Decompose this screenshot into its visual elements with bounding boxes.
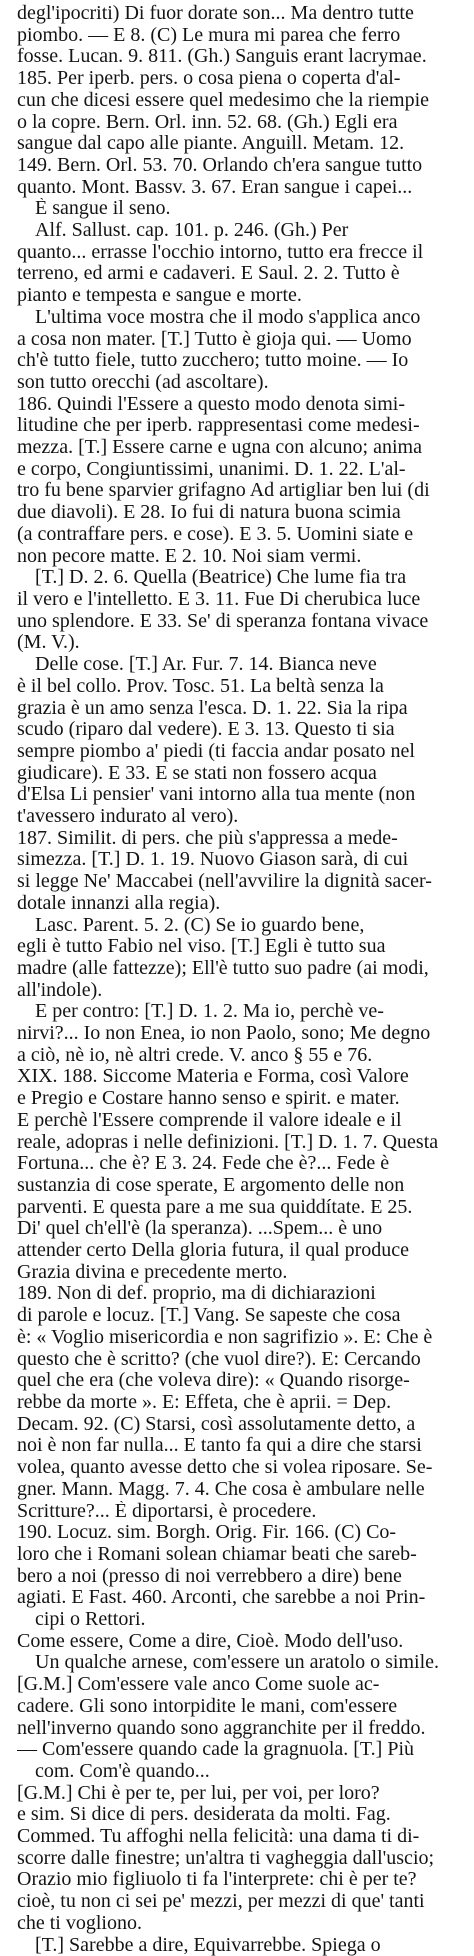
text-line: degl'ipocriti) Di fuor dorate son... Ma dentro tutte [17, 3, 414, 24]
text-line: E per contro: [T.] D. 1. 2. Ma io, perchè ve- [35, 1001, 384, 1023]
text-line: mezza. [T.] Essere carne e ugna con alcuno; anima [17, 437, 422, 459]
text-line: bero a noi (presso di noi verrebbero a dire) bene [17, 1565, 402, 1587]
text-line: Lasc. Parent. 5. 2. (C) Se io guardo bene, [35, 914, 365, 936]
text-line: E perchè l'Essere comprende il valore ideale e il [17, 1109, 402, 1131]
text-line: sangue dal capo alle piante. Anguill. Metam. 12. [17, 133, 405, 155]
text-line: all'indole). [17, 979, 103, 1001]
text-line: pianto e tempesta e sangue e morte. [17, 285, 302, 307]
text-line: uno splendore. E 33. Se' di speranza fontana vivace [17, 610, 429, 632]
text-line: attender certo Della gloria futura, il qual produce [17, 1240, 410, 1262]
text-line: quel che era (che voleva dire): « Quando risorge- [17, 1370, 410, 1392]
text-line: dotale innanzi alla regia). [17, 892, 221, 914]
text-line: a ciò, nè io, nè altri crede. V. anco § 55 e 76. [17, 1044, 373, 1066]
text-line: cioè, tu non ci sei pe' mezzi, per mezzi di que' tanti [17, 1891, 425, 1913]
text-line: Alf. Sallust. cap. 101. p. 246. (Gh.) Per [35, 220, 349, 242]
text-line: litudine che per iperb. rappresentasi come medesi- [17, 415, 420, 437]
text-line: sempre piombo a' piedi (ti faccia andar posato nel [17, 740, 415, 762]
text-line: è il bel collo. Prov. Tosc. 51. La beltà senza la [17, 675, 384, 697]
text-line: simezza. [T.] D. 1. 19. Nuovo Giason sarà, di cui [17, 849, 409, 871]
text-line: quanto. Mont. Bassv. 3. 67. Eran sangue i capei... [17, 176, 413, 198]
text-line: d'Elsa Li pensier' vani intorno alla tua mente (non [17, 784, 416, 806]
text-line: questo che è scritto? (che vuol dire?). E: Cercando [17, 1348, 421, 1370]
text-line: cipi o Rettori. [35, 1609, 146, 1631]
text-line: son tutto orecchi (ad ascoltare). [17, 371, 269, 393]
text-line: giudicare). E 33. E se stati non fossero acqua [17, 762, 377, 784]
text-line: agiati. E Fast. 460. Arconti, che sarebbe a noi Prin- [17, 1587, 426, 1609]
text-line: Grazia divina e precedente merto. [17, 1261, 288, 1283]
text-line: — Com'essere quando cade la gragnuola. [T.] Più [17, 1739, 415, 1761]
text-line: Di' quel ch'ell'è (la speranza). ...Spem... è uno [17, 1218, 383, 1240]
text-line: parventi. E questa pare a me sua quiddítate. E 25. [17, 1196, 413, 1218]
text-line: Commed. Tu affoghi nella felicità: una dama ti di- [17, 1826, 420, 1848]
text-line: egli è tutto Fabio nel viso. [T.] Egli è tutto sua [17, 936, 386, 958]
text-line: che ti vogliono. [17, 1912, 142, 1934]
text-line: t'avessero indurato al vero). [17, 806, 239, 828]
text-line: 186. Quindi l'Essere a questo modo denota simi- [17, 393, 405, 415]
text-line: 190. Locuz. sim. Borgh. Orig. Fir. 166. (C) Co- [17, 1522, 397, 1544]
text-line: (M. V.). [17, 632, 80, 654]
text-line: Fortuna... che è? E 3. 24. Fede che è?... Fede è [17, 1153, 390, 1175]
text-line: due diavoli). E 28. Io fui di natura buona scimia [17, 502, 401, 524]
text-line: grazia è un amo senza l'esca. D. 1. 22. Sia la ripa [17, 697, 408, 719]
text-line: [T.] D. 2. 6. Quella (Beatrice) Che lume fia tra [35, 567, 407, 589]
text-line: e corpo, Congiuntissimi, unanimi. D. 1. 22. L'al- [17, 458, 406, 480]
text-line: È sangue il seno. [35, 198, 171, 220]
text-line: quanto... errasse l'occhio intorno, tutto era frecce il [17, 241, 424, 263]
text-line: cadere. Gli sono intorpidite le mani, com'essere [17, 1695, 398, 1717]
text-line: loro che i Romani solean chiamar beati che sareb- [17, 1543, 417, 1565]
text-line: rebbe da morte ». E: Effeta, che è aprii. = Dep. [17, 1392, 392, 1413]
text-line: com. Com'è quando... [35, 1760, 210, 1782]
text-line: o la copre. Bern. Orl. inn. 52. 68. (Gh.) Egli era [17, 111, 398, 133]
text-line: 189. Non di def. proprio, ma di dichiarazioni [17, 1283, 376, 1305]
text-line: XIX. 188. Siccome Materia e Forma, così Valore [17, 1066, 409, 1088]
text-line: gner. Mann. Magg. 7. 4. Che cosa è ambulare nelle [17, 1478, 425, 1500]
text-line: tro fu bene sparvier grifagno Ad artigliar ben lui (di [17, 480, 430, 502]
text-line: Delle cose. [T.] Ar. Fur. 7. 14. Bianca neve [35, 654, 377, 676]
text-line: [G.M.] Com'essere vale anco Come suole ac- [17, 1674, 380, 1696]
text-line: Decam. 92. (C) Starsi, così assolutamente detto, a [17, 1413, 416, 1435]
text-line: nirvi?... Io non Enea, io non Paolo, sono; Me degno [17, 1023, 431, 1045]
text-line: il vero e l'intelletto. E 3. 11. Fue Di cherubica luce [17, 588, 421, 610]
text-line: volea, quanto avesse detto che si volea riposare. Se- [17, 1457, 433, 1479]
text-line: Scritture?... È diportarsi, è procedere. [17, 1500, 317, 1522]
text-line: nell'inverno quando sono aggranchite per il freddo. [17, 1717, 426, 1739]
text-line: 185. Per iperb. pers. o cosa piena o coperta d'al- [17, 68, 401, 90]
text-line: di parole e locuz. [T.] Vang. Se sapeste che cosa [17, 1305, 401, 1327]
text-line: Orazio mio figliuolo ti fa l'interprete: chi è per te? [17, 1869, 417, 1891]
text-line: (a contraffare pers. e cose). E 3. 5. Uomini siate e [17, 523, 414, 545]
text-line: scorre dalle finestre; un'altra ti vagheggia dall'uscio; [17, 1847, 435, 1869]
text-line: e Pregio e Costare hanno senso e spirit. e mater. [17, 1088, 400, 1110]
text-line: ch'è tutto fiele, tutto zucchero; tutto moine. — Io [17, 350, 409, 372]
text-line: noi è non far nulla... E tanto fa qui a dire che starsi [17, 1435, 422, 1457]
text-line: L'ultima voce mostra che il modo s'applica anco [35, 306, 421, 328]
text-line: piombo. — E 8. (C) Le mura mi parea che ferro [17, 24, 401, 46]
text-line: Come essere, Come a dire, Cioè. Modo dell'uso. [17, 1630, 404, 1652]
text-line: sustanzia di cose sperate, E argomento delle non [17, 1174, 405, 1196]
text-line: non pecore matte. E 2. 10. Noi siam vermi. [17, 545, 362, 567]
text-line: [T.] Sarebbe a dire, Equivarrebbe. Spiega o [35, 1934, 381, 1956]
text-line: madre (alle fattezze); Ell'è tutto suo padre (ai modi, [17, 957, 429, 979]
text-line: terreno, ed armi e cadaveri. E Saul. 2. 2. Tutto è [17, 263, 400, 285]
text-line: 187. Similit. di pers. che più s'appressa a mede- [17, 827, 398, 849]
text-line: Un qualche arnese, com'essere un aratolo o simile. [35, 1652, 440, 1674]
text-line: [G.M.] Chi è per te, per lui, per voi, per loro? [17, 1782, 380, 1804]
text-line: è: « Voglio misericordia e non sagrifizio ». E: Che è [17, 1326, 433, 1348]
text-line: fosse. Lucan. 9. 811. (Gh.) Sanguis erant lacrymae. [17, 46, 427, 68]
text-line: 149. Bern. Orl. 53. 70. Orlando ch'era sangue tutto [17, 154, 423, 176]
text-line: a cosa non mater. [T.] Tutto è gioja qui. — Uomo [17, 328, 412, 350]
text-line: reale, adopras i nelle definizioni. [T.] D. 1. 7. Questa [17, 1131, 439, 1153]
text-line: e sim. Si dice di pers. desiderata da molti. Fag. [17, 1804, 391, 1826]
text-line: si legge Ne' Maccabei (nell'avvilire la dignità sacer- [17, 871, 432, 893]
text-line: scudo (riparo dal vedere). E 3. 13. Questo ti sia [17, 719, 395, 741]
text-line: cun che dicesi essere quel medesimo che la riempie [17, 89, 430, 111]
